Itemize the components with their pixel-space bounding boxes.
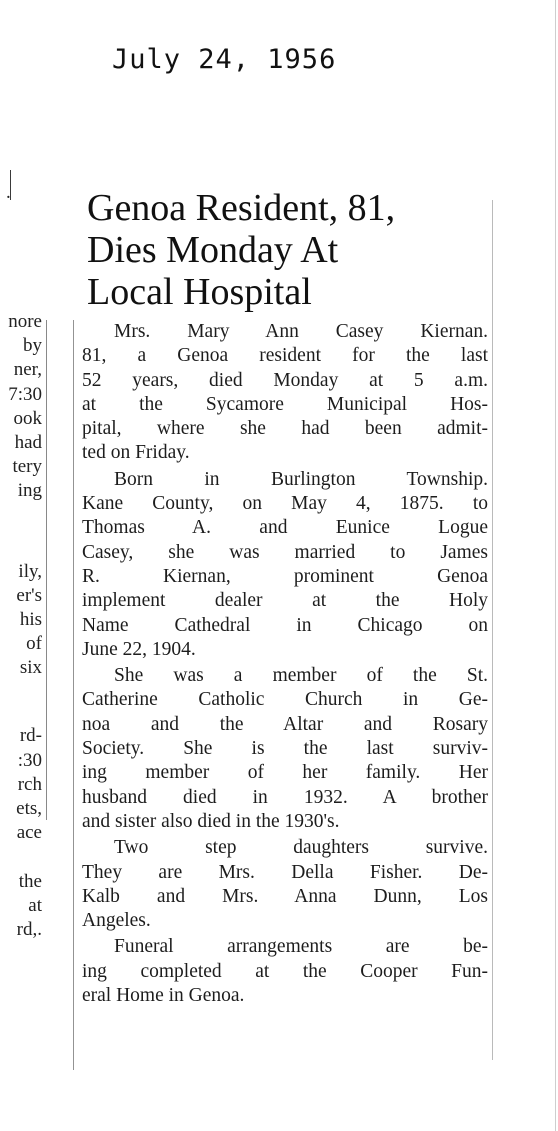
fragment-line: had (14, 431, 42, 453)
obituary-article (82, 187, 488, 1008)
article-line: Kalb and Mrs. Anna Dunn, Los (82, 885, 488, 907)
article-line: Born in Burlington Township. (114, 468, 488, 490)
article-line: Kane County, on May 4, 1875. to (82, 493, 488, 515)
fragment-line: ets, (16, 798, 42, 819)
column-rule (492, 200, 493, 1060)
article-headline: Genoa Resident, 81, Dies Monday At Local Hospital (87, 187, 396, 313)
fragment-gap (0, 680, 42, 724)
adjacent-column-fragments (0, 310, 42, 942)
article-line: Two step daughters survive. (114, 837, 488, 859)
article-paragraph (82, 468, 488, 662)
article-line: ing member of her family. Her (82, 762, 488, 784)
article-line: R. Kiernan, prominent Genoa (82, 565, 488, 587)
article-line: noa and the Altar and Rosary (82, 713, 488, 735)
article-line: Society. She is the last surviv- (82, 738, 488, 760)
article-line: ted on Friday. (82, 442, 190, 464)
left-column-top-fragment: . (6, 182, 11, 203)
article-line: pital, where she had been admit- (82, 418, 488, 440)
fragment-line: 7:30 (8, 383, 42, 405)
column-rule (46, 320, 47, 820)
fragment-line: tery (12, 456, 42, 478)
article-line: June 22, 1904. (82, 638, 196, 660)
article-line: eral Home in Genoa. (82, 985, 245, 1007)
article-line: at the Sycamore Municipal Hos- (82, 393, 488, 415)
article-line: She was a member of the St. (114, 665, 488, 687)
article-paragraph (82, 836, 488, 933)
article-line: They are Mrs. Della Fisher. De- (82, 861, 488, 883)
fragment-line (0, 845, 42, 869)
article-body (82, 320, 488, 1008)
article-line: Funeral arrangements are be- (114, 936, 488, 958)
article-line: ing completed at the Cooper Fun- (82, 960, 488, 982)
fragment-line: rd- (19, 725, 42, 747)
column-rule (73, 320, 74, 1070)
page-edge-rule (555, 0, 556, 1131)
article-line: Catherine Catholic Church in Ge- (82, 689, 488, 711)
article-line: Angeles. (82, 910, 151, 932)
fragment-line: ace (16, 822, 42, 844)
fragment-line: at (28, 894, 42, 916)
article-line: and sister also died in the 1930's. (82, 810, 340, 832)
fragment-line: ing (17, 480, 42, 502)
fragment-gap (0, 504, 42, 560)
fragment-line: the (18, 870, 42, 892)
article-line: Mrs. Mary Ann Casey Kiernan. (114, 321, 488, 342)
article-line: husband died in 1932. A brother (82, 786, 488, 808)
fragment-line: rd,. (16, 918, 42, 940)
article-paragraph (82, 320, 488, 466)
fragment-line: rch (17, 773, 42, 795)
clipping-date: July 24, 1956 (112, 44, 337, 75)
article-line: Thomas A. and Eunice Logue (82, 517, 488, 539)
fragment-line: er's (16, 584, 42, 606)
article-line: 52 years, died Monday at 5 a.m. (82, 369, 488, 391)
article-line: 81, a Genoa resident for the last (82, 345, 488, 367)
fragment-line: ily, (18, 560, 42, 582)
article-line: Name Cathedral in Chicago on (82, 614, 488, 636)
fragment-line: ner, (13, 359, 42, 381)
fragment-line: nore (8, 311, 42, 332)
fragment-line: his (19, 608, 42, 630)
fragment-line: :30 (17, 749, 42, 771)
article-paragraph (82, 664, 488, 834)
fragment-line: by (23, 335, 42, 357)
fragment-line: of (26, 633, 42, 655)
fragment-line: ook (13, 407, 42, 429)
article-line: implement dealer at the Holy (82, 590, 488, 612)
fragment-line: six (19, 657, 42, 679)
article-paragraph (82, 935, 488, 1008)
article-line: Casey, she was married to James (82, 541, 488, 563)
